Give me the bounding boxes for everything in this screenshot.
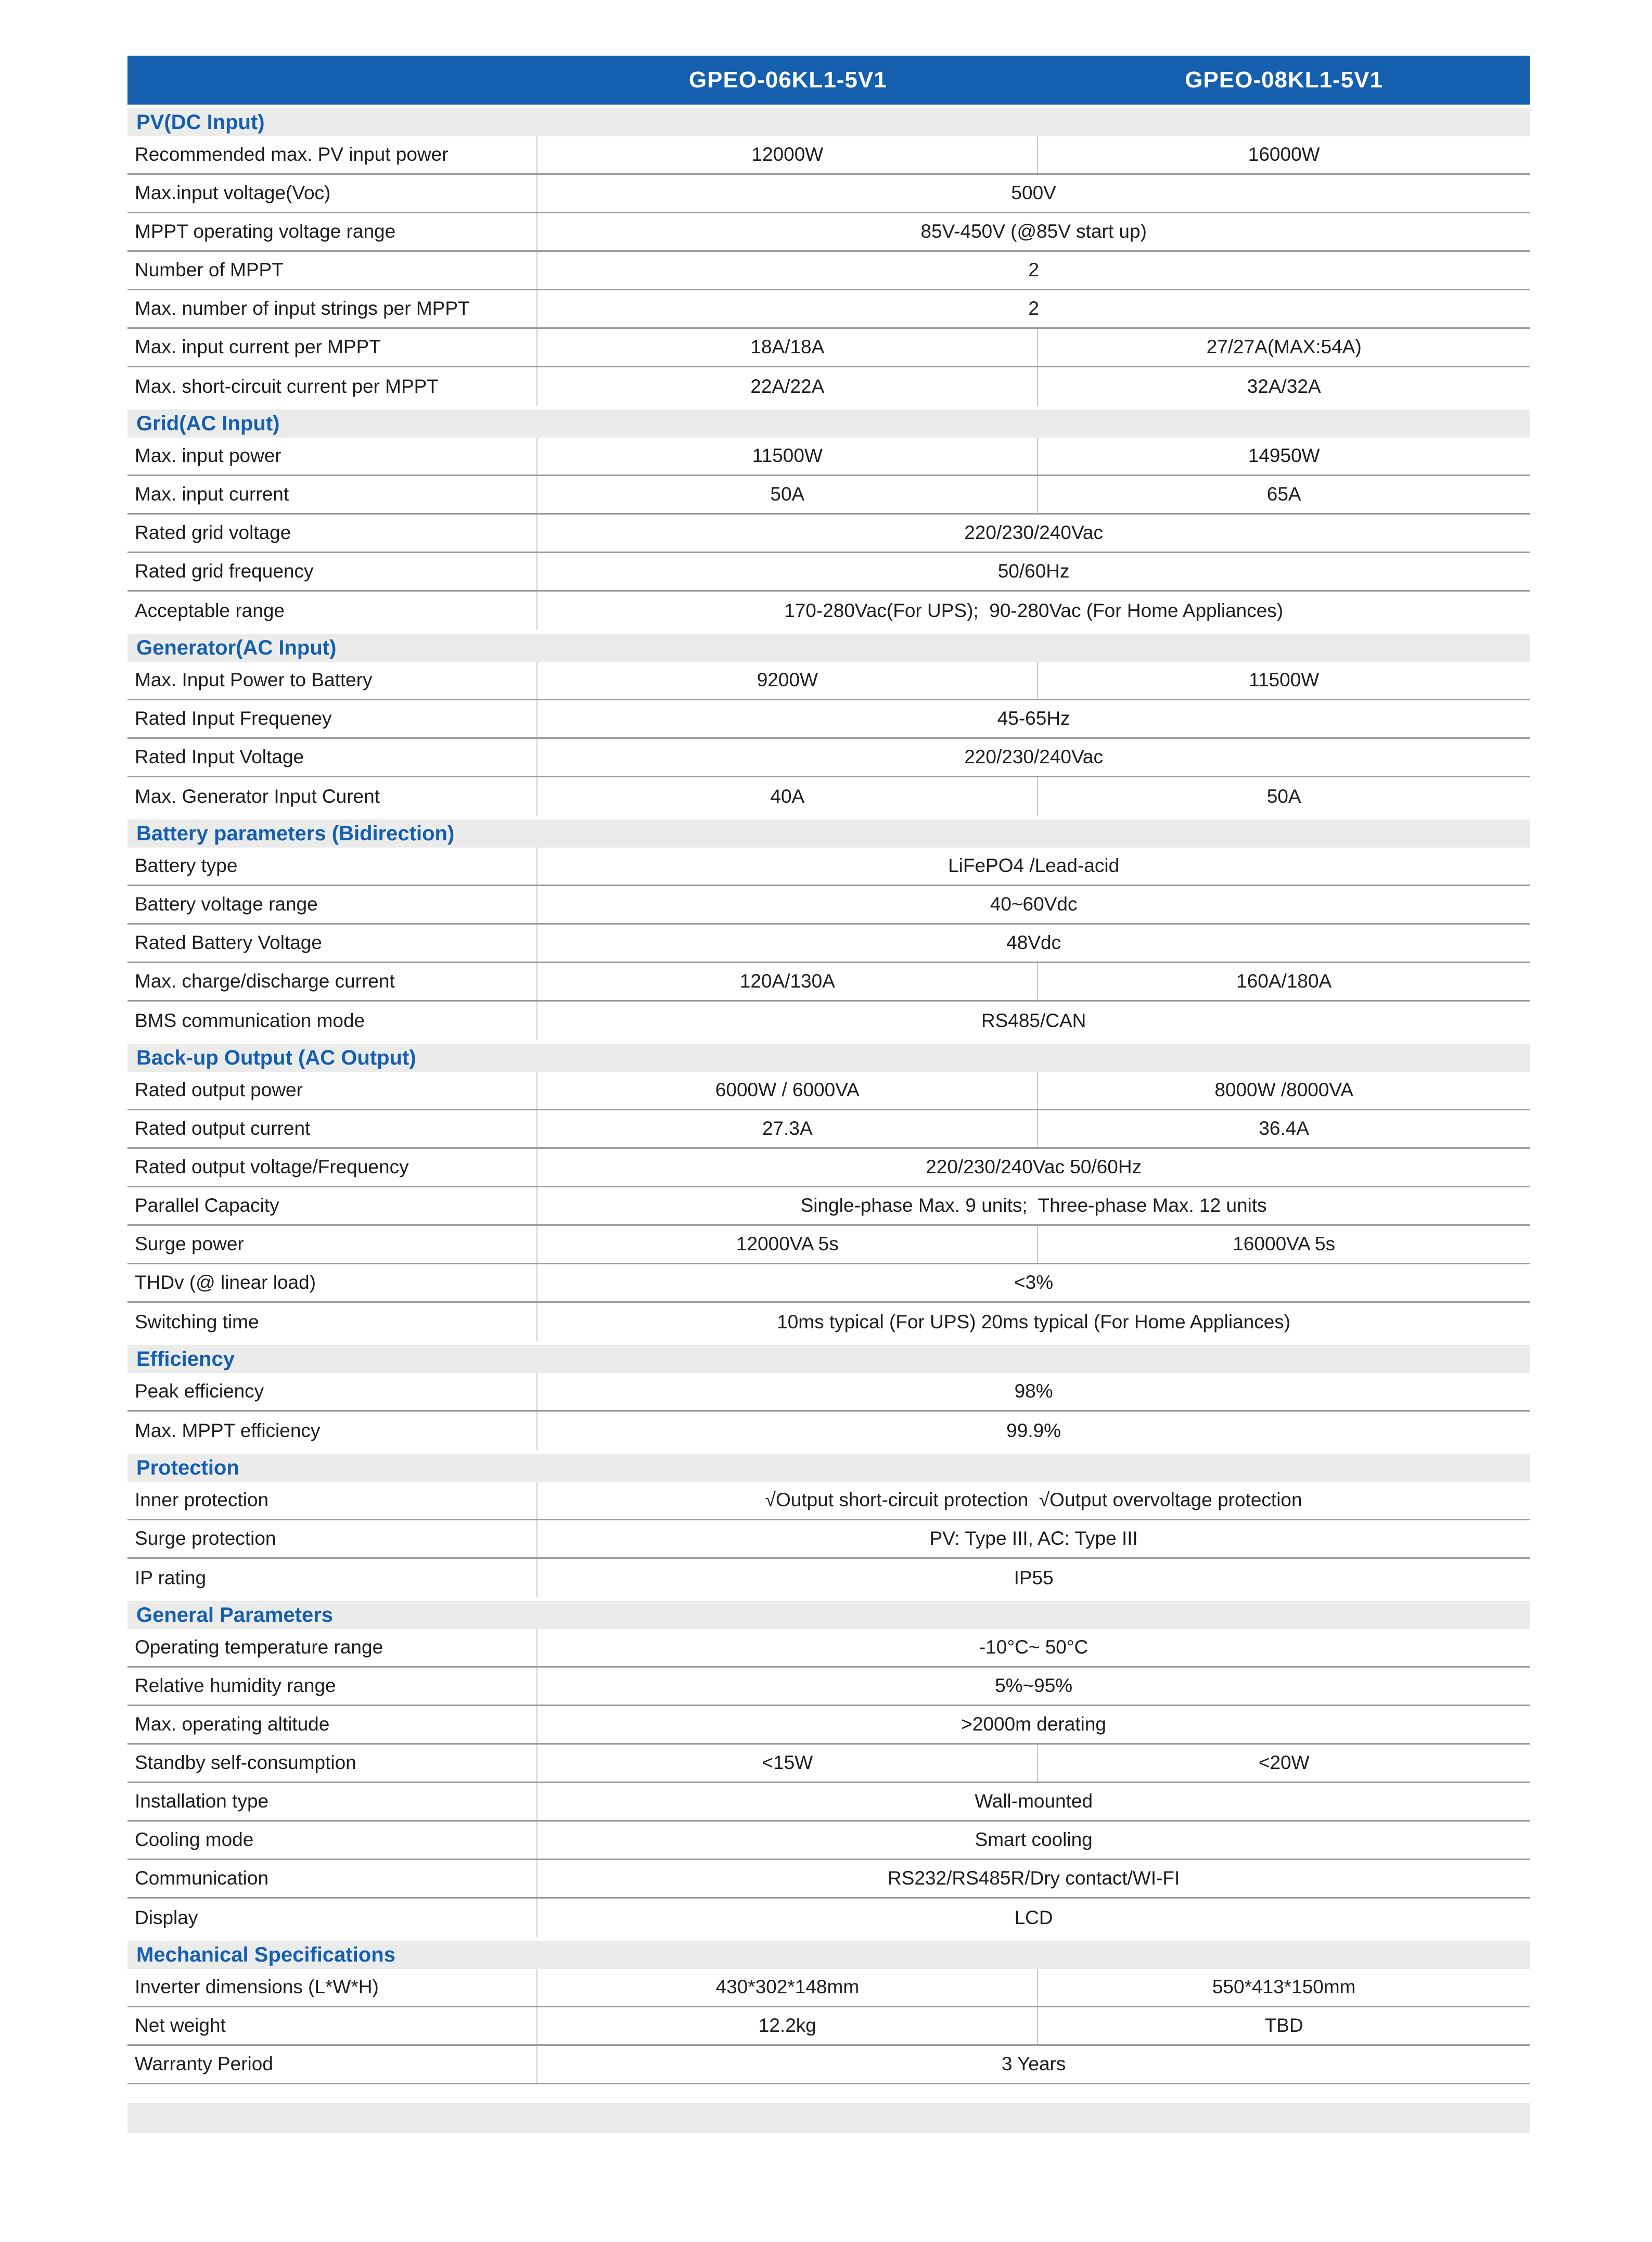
table-row <box>127 1149 1530 1187</box>
spec-value-model1: 120A/130A <box>537 963 1038 1000</box>
table-row <box>127 1482 1530 1520</box>
spec-label: Relative humidity range <box>127 1668 537 1705</box>
spec-label: Rated Battery Voltage <box>127 925 537 962</box>
section-title: Back-up Output (AC Output) <box>136 1046 416 1069</box>
spec-label: Rated output power <box>127 1072 537 1109</box>
spec-value-merged: RS485/CAN <box>981 1009 1086 1031</box>
spec-value-model1: 12.2kg <box>537 2007 1038 2044</box>
section-header <box>127 108 1530 136</box>
spec-label: Warranty Period <box>127 2046 537 2083</box>
spec-value-merged: 99.9% <box>1006 1419 1061 1441</box>
spec-label: Peak efficiency <box>127 1373 537 1410</box>
spec-value-merged: 5%~95% <box>995 1675 1073 1697</box>
spec-value-model2: TBD <box>1264 2015 1303 2036</box>
table-row <box>127 1264 1530 1303</box>
spec-value-model2: <20W <box>1258 1752 1310 1774</box>
section-header <box>127 409 1530 438</box>
table-row <box>127 476 1530 515</box>
spec-value-model1: 12000VA 5s <box>537 1226 1038 1263</box>
spec-label: Standby self-consumption <box>127 1745 537 1782</box>
spec-label: Surge power <box>127 1226 537 1263</box>
spec-value-merged: 45-65Hz <box>997 708 1070 729</box>
table-row <box>127 290 1530 329</box>
table-row <box>127 592 1530 630</box>
spec-label: Max. operating altitude <box>127 1706 537 1743</box>
spec-label: Installation type <box>127 1783 537 1820</box>
spec-value-merged: √Output short-circuit protection √Output overvoltage protection <box>765 1489 1302 1511</box>
spec-value-merged: 50/60Hz <box>997 560 1070 582</box>
spec-label: Parallel Capacity <box>127 1187 537 1224</box>
table-row <box>127 1668 1530 1706</box>
table-row <box>127 136 1530 175</box>
table-row <box>127 963 1530 1002</box>
section-title: PV(DC Input) <box>136 110 265 134</box>
spec-value-model1: <15W <box>537 1745 1038 1782</box>
spec-label: Rated output voltage/Frequency <box>127 1149 537 1186</box>
table-row <box>127 1303 1530 1341</box>
spec-value-merged: Single-phase Max. 9 units; Three-phase Max. 12 units <box>800 1195 1267 1216</box>
footer-band <box>127 2103 1530 2133</box>
section-title: Battery parameters (Bidirection) <box>136 822 455 845</box>
spec-value-model2: 16000W <box>1248 144 1320 165</box>
spec-label: Max. input current <box>127 476 537 513</box>
section-title: Grid(AC Input) <box>136 412 280 435</box>
spec-label: MPPT operating voltage range <box>127 213 537 250</box>
table-row <box>127 1072 1530 1110</box>
table-row <box>127 1783 1530 1822</box>
table-row <box>127 1226 1530 1264</box>
spec-value-model1: 9200W <box>537 662 1038 699</box>
spec-label: Operating temperature range <box>127 1629 537 1666</box>
spec-value-merged: LiFePO4 /Lead-acid <box>948 855 1120 877</box>
spec-label: BMS communication mode <box>127 1002 537 1040</box>
spec-value-model2: 36.4A <box>1259 1118 1310 1139</box>
spec-label: Display <box>127 1899 537 1937</box>
spec-value-merged: 170-280Vac(For UPS); 90-280Vac (For Home Appliances) <box>784 599 1284 621</box>
table-row <box>127 1187 1530 1226</box>
model-column-header-1: GPEO-06KL1-5V1 <box>688 67 887 93</box>
table-row <box>127 848 1530 886</box>
spec-value-merged: 220/230/240Vac <box>964 522 1104 544</box>
table-row <box>127 2007 1530 2046</box>
spec-label: Battery type <box>127 848 537 885</box>
spec-label: THDv (@ linear load) <box>127 1264 537 1301</box>
table-row <box>127 1559 1530 1597</box>
section-header <box>127 819 1530 848</box>
spec-value-model2: 160A/180A <box>1236 970 1332 992</box>
table-row <box>127 1969 1530 2007</box>
table-row <box>127 739 1530 777</box>
table-row <box>127 1412 1530 1450</box>
spec-value-model2: 8000W /8000VA <box>1214 1079 1354 1101</box>
spec-value-merged: IP55 <box>1014 1567 1054 1588</box>
table-row <box>127 2046 1530 2084</box>
section-title: Protection <box>136 1456 239 1479</box>
spec-label: Rated grid voltage <box>127 515 537 552</box>
spec-value-model2: 11500W <box>1249 669 1320 691</box>
spec-label: Max. input power <box>127 438 537 475</box>
table-row <box>127 777 1530 816</box>
spec-label: Max. charge/discharge current <box>127 963 537 1000</box>
section-title: Mechanical Specifications <box>136 1943 395 1966</box>
spec-label: Switching time <box>127 1303 537 1341</box>
spec-value-model1: 430*302*148mm <box>537 1969 1038 2006</box>
spec-table <box>127 56 1530 2133</box>
spec-value-model2: 32A/32A <box>1247 375 1321 397</box>
spec-value-merged: 40~60Vdc <box>990 893 1078 915</box>
table-row <box>127 1745 1530 1783</box>
spec-label: Recommended max. PV input power <box>127 136 537 173</box>
spec-label: Max.input voltage(Voc) <box>127 175 537 212</box>
table-row <box>127 1899 1530 1937</box>
table-row <box>127 1822 1530 1860</box>
spec-value-model1: 50A <box>537 476 1038 513</box>
section-header <box>127 634 1530 662</box>
spec-value-model1: 12000W <box>537 136 1038 173</box>
spec-label: Max. short-circuit current per MPPT <box>127 367 537 406</box>
table-row <box>127 553 1530 592</box>
spec-label: Net weight <box>127 2007 537 2044</box>
table-row <box>127 1860 1530 1899</box>
spec-label: Rated Input Frequeney <box>127 700 537 737</box>
spec-label: Rated output current <box>127 1110 537 1147</box>
table-row <box>127 175 1530 213</box>
spec-label: Max. MPPT efficiency <box>127 1412 537 1450</box>
spec-value-merged: <3% <box>1014 1272 1054 1293</box>
spec-value-model2: 27/27A(MAX:54A) <box>1206 336 1362 358</box>
spec-value-merged: 220/230/240Vac 50/60Hz <box>926 1156 1142 1178</box>
spec-value-model1: 6000W / 6000VA <box>537 1072 1038 1109</box>
spec-value-model2: 14950W <box>1248 445 1320 467</box>
spec-value-merged: 10ms typical (For UPS) 20ms typical (For Home Appliances) <box>777 1311 1291 1333</box>
spec-value-model2: 50A <box>1266 785 1301 807</box>
table-row <box>127 886 1530 925</box>
spec-label: Rated Input Voltage <box>127 739 537 776</box>
spec-value-merged: Smart cooling <box>975 1829 1093 1851</box>
spec-value-model1: 40A <box>537 777 1038 816</box>
spec-label: Inner protection <box>127 1482 537 1519</box>
section-title: General Parameters <box>136 1603 334 1626</box>
model-column-header-2: GPEO-08KL1-5V1 <box>1185 67 1384 93</box>
section-title: Generator(AC Input) <box>136 636 337 659</box>
spec-value-model2: 16000VA 5s <box>1233 1233 1336 1255</box>
spec-value-merged: 2 <box>1028 259 1039 281</box>
spec-value-merged: -10°C~ 50°C <box>979 1636 1088 1658</box>
spec-value-merged: 48Vdc <box>1006 932 1061 954</box>
spec-label: Battery voltage range <box>127 886 537 923</box>
spec-value-model1: 27.3A <box>537 1110 1038 1147</box>
spec-value-merged: PV: Type III, AC: Type III <box>929 1528 1138 1549</box>
spec-label: IP rating <box>127 1559 537 1597</box>
section-title: Efficiency <box>136 1347 235 1370</box>
section-header <box>127 1044 1530 1072</box>
table-row <box>127 213 1530 252</box>
spec-label: Cooling mode <box>127 1822 537 1859</box>
spec-table-body <box>127 108 1530 2084</box>
table-row <box>127 700 1530 739</box>
spec-label: Number of MPPT <box>127 252 537 289</box>
spec-value-merged: 3 Years <box>1001 2053 1066 2075</box>
spec-value-model1: 11500W <box>537 438 1038 475</box>
spec-label: Inverter dimensions (L*W*H) <box>127 1969 537 2006</box>
table-row <box>127 1002 1530 1040</box>
table-row <box>127 329 1530 367</box>
section-header <box>127 1601 1530 1629</box>
section-header <box>127 1345 1530 1373</box>
table-row <box>127 662 1530 700</box>
spec-label: Surge protection <box>127 1520 537 1557</box>
spec-value-model1: 22A/22A <box>537 367 1038 406</box>
spec-label: Max. Generator Input Curent <box>127 777 537 816</box>
spec-label: Max. input current per MPPT <box>127 329 537 366</box>
spec-value-merged: 2 <box>1028 298 1039 319</box>
table-row <box>127 438 1530 476</box>
spec-label: Max. number of input strings per MPPT <box>127 290 537 327</box>
spec-value-model2: 550*413*150mm <box>1212 1976 1356 1998</box>
spec-value-merged: RS232/RS485R/Dry contact/WI-FI <box>887 1867 1180 1889</box>
table-row <box>127 515 1530 553</box>
spec-label: Acceptable range <box>127 592 537 630</box>
table-row <box>127 1520 1530 1559</box>
spec-value-model2: 65A <box>1266 483 1301 505</box>
spec-value-merged: 98% <box>1014 1380 1053 1402</box>
table-row <box>127 1629 1530 1668</box>
spec-value-merged: 85V-450V (@85V start up) <box>920 221 1147 242</box>
table-row <box>127 252 1530 290</box>
spec-value-merged: LCD <box>1014 1906 1053 1928</box>
table-row <box>127 1706 1530 1745</box>
table-header <box>127 56 1530 105</box>
spec-label: Rated grid frequency <box>127 553 537 590</box>
section-header <box>127 1941 1530 1969</box>
spec-label: Communication <box>127 1860 537 1897</box>
spec-value-merged: Wall-mounted <box>975 1790 1093 1812</box>
table-row <box>127 1110 1530 1149</box>
spec-value-merged: 220/230/240Vac <box>964 746 1104 768</box>
spec-value-merged: 500V <box>1011 182 1056 204</box>
spec-value-model1: 18A/18A <box>537 329 1038 366</box>
spec-label: Max. Input Power to Battery <box>127 662 537 699</box>
table-row <box>127 367 1530 406</box>
table-header-spacer <box>127 56 537 105</box>
section-header <box>127 1454 1530 1482</box>
table-row <box>127 1373 1530 1412</box>
table-row <box>127 925 1530 963</box>
spec-value-merged: >2000m derating <box>961 1713 1106 1735</box>
